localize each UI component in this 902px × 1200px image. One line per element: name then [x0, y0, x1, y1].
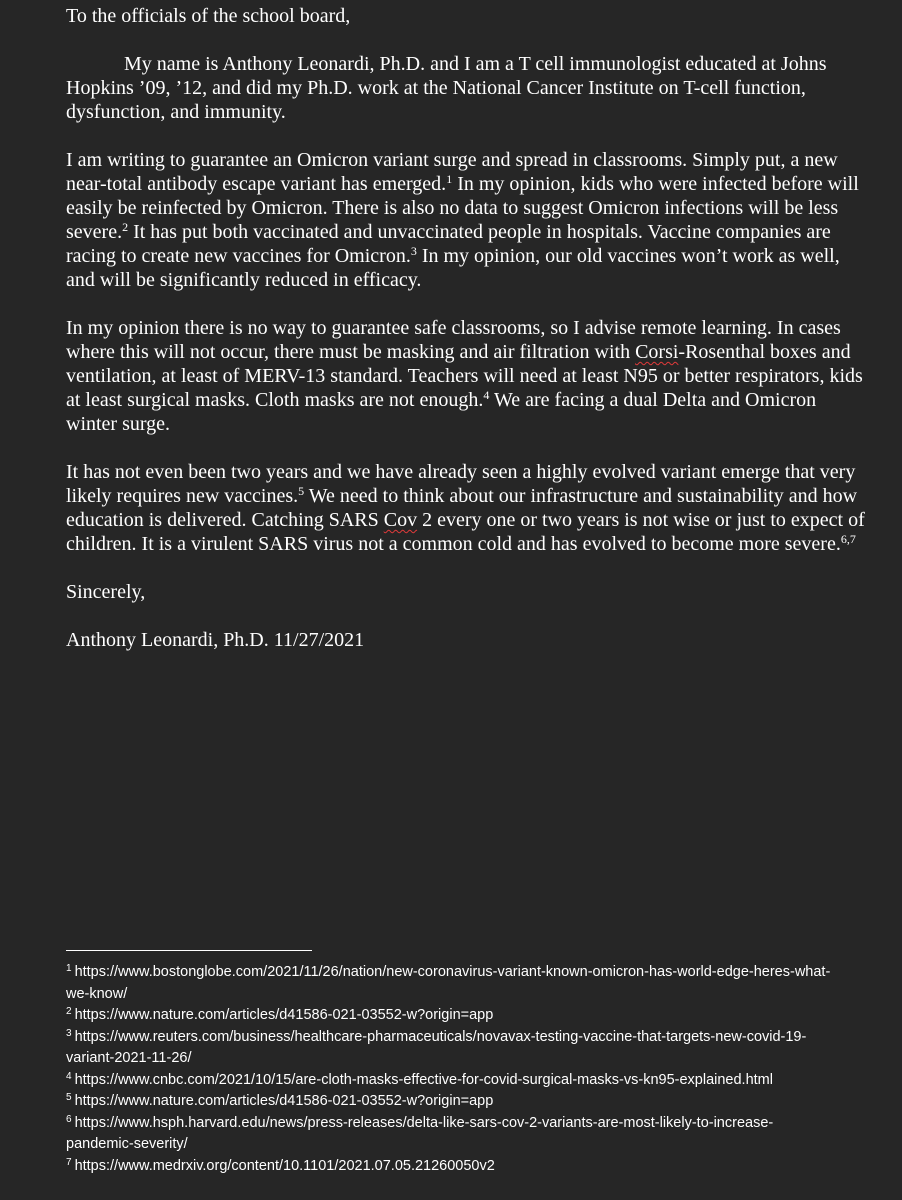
footnote-link[interactable]: https://www.bostonglobe.com/2021/11/26/nation/new-coronavirus-variant-known-omicron-has-world-edge-heres-what-we-know/	[66, 964, 831, 1002]
text-run: 2 every one or two years is not wise or just to expect of children. It is a virulent SARS virus not a common cold and has evolved to become more severe.	[66, 509, 865, 555]
greeting: To the officials of the school board,	[66, 5, 351, 27]
footnote	[66, 1156, 836, 1178]
closing: Sincerely,	[66, 581, 146, 603]
footnote-number: 3	[66, 1027, 72, 1039]
text-run: In my opinion, kids who were infected before will easily be reinfected by Omicron. There is also no data to suggest Omicron infections will be less severe.	[66, 173, 859, 243]
text-run: I am writing to guarantee an Omicron variant surge and spread in classrooms. Simply put, a new near-total antibody escape variant has emerged.	[66, 149, 838, 195]
footnote	[66, 1070, 836, 1092]
footnote-number: 2	[66, 1006, 72, 1017]
footnote-number: 4	[66, 1070, 72, 1082]
text-run: It has not even been two years and we have already seen a highly evolved variant emerge that very likely requires new vaccines.	[66, 461, 856, 507]
footnote-ref[interactable]: 4	[483, 388, 490, 402]
text-run: It has put both vaccinated and unvaccinated people in hospitals. Vaccine companies are racing to create new vaccines for Omicron.	[66, 221, 831, 267]
signature: Anthony Leonardi, Ph.D. 11/27/2021	[66, 629, 365, 651]
footnote-link[interactable]: https://www.nature.com/articles/d41586-021-03552-w?origin=app	[74, 1007, 494, 1023]
footnote-number: 7	[66, 1156, 72, 1168]
spellcheck-word[interactable]: Corsi	[635, 341, 679, 363]
footnote-number: 1	[66, 963, 72, 974]
footnote-ref[interactable]: 1	[446, 172, 453, 186]
footnote-link[interactable]: https://www.medrxiv.org/content/10.1101/2021.07.05.21260050v2	[74, 1157, 495, 1174]
footnote-link[interactable]: https://www.nature.com/articles/d41586-021-03552-w?origin=app	[74, 1093, 494, 1109]
text-run: In my opinion there is no way to guarantee safe classrooms, so I advise remote learning. In cases where this will not occur, there must be masking and air filtration with	[66, 317, 841, 363]
footnote-link[interactable]: https://www.hsph.harvard.edu/news/press-releases/delta-like-sars-cov-2-variants-are-most-likely-to-increase-pandemic-severity/	[66, 1114, 774, 1152]
footnote-link[interactable]: https://www.cnbc.com/2021/10/15/are-cloth-masks-effective-for-covid-surgical-masks-vs-kn95-explained.html	[74, 1071, 773, 1088]
footnote	[66, 1027, 836, 1070]
footnote-separator	[66, 950, 312, 951]
paragraph-omicron	[66, 148, 866, 292]
footnote	[66, 962, 836, 1005]
footnote	[66, 1113, 836, 1156]
footnote-number: 5	[66, 1092, 72, 1103]
footnote-link[interactable]: https://www.reuters.com/business/healthcare-pharmaceuticals/novavax-testing-vaccine-that-targets-new-covid-19-variant-2021-11-26/	[66, 1028, 807, 1066]
footnote-number: 6	[66, 1113, 72, 1125]
text-run: -Rosenthal boxes and ventilation, at least of MERV-13 standard. Teachers will need at least N95 or better respirators, kids at least surgical masks. Cloth masks are not enough.	[66, 341, 863, 411]
text-run: In my opinion, our old vaccines won’t work as well, and will be significantly reduced in efficacy.	[66, 245, 840, 291]
text-run: We are facing a dual Delta and Omicron winter surge.	[66, 389, 817, 435]
spellcheck-word[interactable]: Cov	[383, 509, 418, 531]
footnote	[66, 1005, 836, 1027]
paragraph-intro: My name is Anthony Leonardi, Ph.D. and I am a T cell immunologist educated at Johns Hopkins ’09, ’12, and did my Ph.D. work at the National Cancer Institute on T-cell function, dysfunction, and immunity.	[66, 53, 827, 123]
footnote	[66, 1091, 836, 1113]
letter-body	[66, 4, 866, 652]
footnote-ref[interactable]: 3	[410, 244, 417, 258]
footnotes	[66, 962, 836, 1177]
paragraph-classrooms	[66, 316, 866, 436]
footnote-ref[interactable]: 5	[298, 484, 305, 498]
text-run: We need to think about our infrastructure and sustainability and how education is delivered. Catching SARS	[66, 485, 858, 531]
footnote-ref[interactable]: 2	[122, 220, 129, 234]
footnote-ref[interactable]: 6,7	[840, 532, 856, 546]
paragraph-infrastructure	[66, 460, 866, 556]
